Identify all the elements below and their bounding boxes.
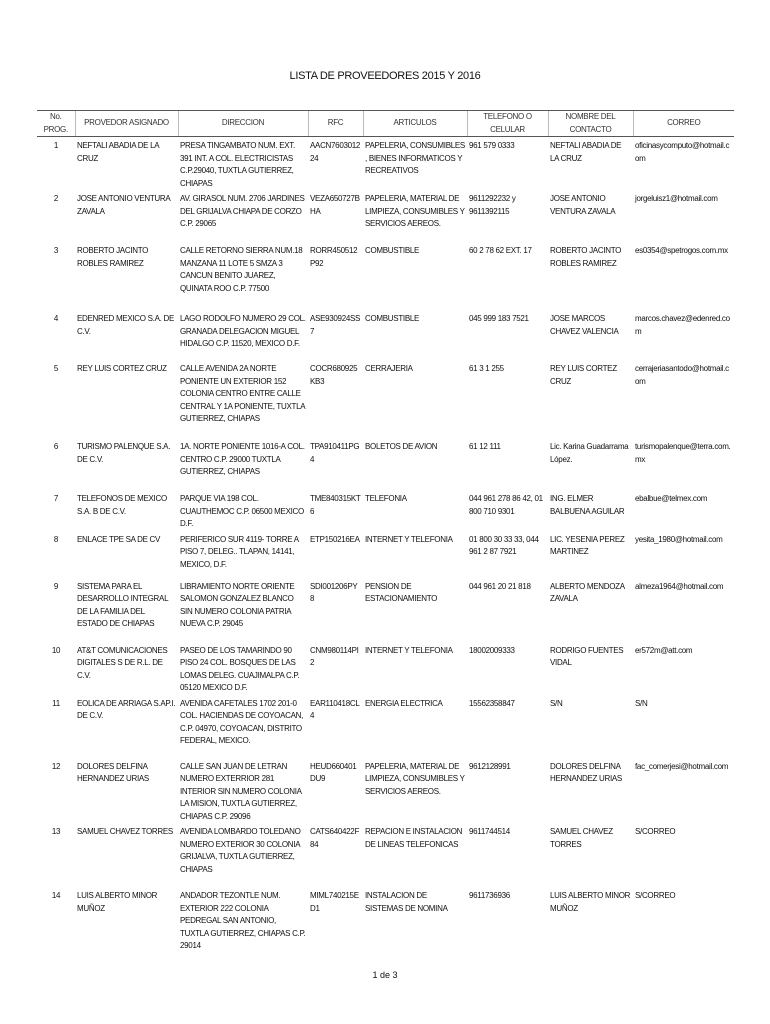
cell-no-prog: 4 [53,314,59,323]
cell-rfc: HEUD660401DU9 [310,761,357,783]
cell-no-prog: 2 [53,194,59,203]
cell-rfc: ETP150216EA [310,534,360,544]
header-no-prog: No. PROG. [37,111,75,137]
cell-contacto: RODRIGO FUENTES VIDAL [550,645,624,667]
cell-direccion: CALLE SAN JUAN DE LETRAN NUMERO EXTERRIOR 281 INTERIOR SIN NUMERO COLONIA LA MISION, TUXTLA GUTIERREZ, CHIAPAS C.P. 29096 [180,761,302,821]
cell-articulos: INTERNET Y TELEFONIA [365,534,453,544]
cell-rfc: AACN760301224 [310,141,361,163]
cell-correo: S/CORREO [635,891,676,900]
cell-contacto: REY LUIS CORTEZ CRUZ [550,364,617,386]
cell-contacto: ING. ELMER BALBUENA AGUILAR [550,494,625,516]
cell-correo: almeza1964@hotmail.com [635,581,724,591]
cell-proveedor: DOLORES DELFINA HERNANDEZ URIAS [77,761,149,783]
cell-no-prog: 5 [53,364,59,373]
cell-articulos: INTERNET Y TELEFONIA [365,645,453,655]
table-row [37,887,734,953]
cell-correo: yesita_1980@hotmail.com [635,534,723,544]
header-correo: CORREO [633,111,734,137]
cell-telefono: 9611744514 [469,827,510,836]
cell-contacto: JOSE MARCOS CHAVEZ VALENCIA [550,314,619,336]
cell-telefono: 61 3 1 255 [469,364,504,373]
cell-articulos: TELEFONIA [365,494,407,503]
cell-no-prog: 10 [51,645,61,655]
cell-telefono: 60 2 78 62 EXT. 17 [469,246,532,255]
cell-no-prog: 3 [53,246,59,255]
cell-correo: S/N [635,698,648,708]
document-title: LISTA DE PROVEEDORES 2015 Y 2016 [289,70,481,82]
table-row [37,578,734,642]
cell-direccion: LAGO RODOLFO NUMERO 29 COL. GRANADA DELEGACION MIGUEL HIDALGO C.P. 11520, MEXICO D.F. [180,314,306,348]
cell-proveedor: ROBERTO JACINTO ROBLES RAMIREZ [77,246,149,268]
cell-articulos: PENSION DE ESTACIONAMIENTO [365,581,438,603]
table-row [37,758,734,824]
cell-telefono: 15562358847 [469,698,515,708]
cell-rfc: COCR680925KB3 [310,364,358,386]
cell-correo: es0354@spetrogos.com.mx [635,246,728,255]
table-row [37,695,734,758]
cell-proveedor: EDENRED MEXICO S.A. DE C.V. [77,314,174,336]
cell-articulos: REPACION E INSTALACION DE LINEAS TELEFONICAS [365,827,463,849]
cell-articulos: PAPELERIA, CONSUMIBLES , BIENES INFORMATICOS Y RECREATIVOS [365,141,465,175]
cell-correo: ebalbue@telmex.com [635,494,708,503]
cell-telefono: 9611292232 y 9611392115 [469,194,516,216]
header-rfc: RFC [308,111,363,137]
cell-proveedor: ENLACE TPE SA DE CV [77,534,161,544]
cell-rfc: CATS640422F84 [310,827,360,849]
cell-direccion: AVENIDA CAFETALES 1702 201-0 COL. HACIENDAS DE COYOACAN, C.P. 04970, COYOACAN, DISTRITO FEDERAL, MEXICO. [180,698,304,745]
cell-direccion: CALLE RETORNO SIERRA NUM.18 MANZANA 11 LOTE 5 SMZA 3 CANCUN BENITO JUAREZ, QUINATA ROO C.P. 77500 [180,246,303,293]
cell-articulos: PAPELERIA, MATERIAL DE LIMPIEZA, CONSUMIBLES Y SERVICIOS AEREOS. [365,194,465,228]
table-row [37,438,734,490]
table-row [37,823,734,887]
cell-correo: turismopalenque@terra.com.mx [635,442,731,464]
cell-proveedor: TELEFONOS DE MEXICO S.A. B DE C.V. [77,494,167,516]
cell-telefono: 9612128991 [469,761,511,771]
table-row [37,490,734,531]
cell-proveedor: SISTEMA PARA EL DESARROLLO INTEGRAL DE LA FAMILIA DEL ESTADO DE CHIAPAS [77,581,168,628]
cell-contacto: NEFTALI ABADIA DE LA CRUZ [550,141,622,163]
cell-correo: oficinasycomputo@hotmail.com [635,141,730,163]
cell-articulos: COMBUSTIBLE [365,314,420,323]
cell-proveedor: NEFTALI ABADIA DE LA CRUZ [77,141,159,163]
suppliers-table [37,110,734,953]
cell-contacto: ROBERTO JACINTO ROBLES RAMIREZ [550,246,622,268]
cell-direccion: AV. GIRASOL NUM. 2706 JARDINES DEL GRIJALVA CHIAPA DE CORZO C.P. 29065 [180,194,305,228]
cell-direccion: AVENIDA LOMBARDO TOLEDANO NUMERO EXTERIOR 30 COLONIA GRIJALVA, TUXTLA GUTIERREZ, CHIAPAS [180,827,301,874]
cell-telefono: 044 961 20 21 818 [469,581,531,591]
cell-telefono: 61 12 111 [469,442,501,451]
cell-no-prog: 11 [52,698,60,708]
cell-proveedor: TURISMO PALENQUE S.A. DE C.V. [77,442,171,464]
cell-telefono: 18002009333 [469,645,515,655]
cell-no-prog: 1 [53,141,59,150]
header-direccion: DIRECCION [178,111,308,137]
cell-no-prog: 7 [53,494,59,503]
header-proveedor: PROVEDOR ASIGNADO [75,111,178,137]
cell-correo: cerrajeriasantodo@hotmail.com [635,364,729,386]
cell-correo: er572m@att.com [635,645,693,655]
cell-articulos: ENERGIA ELECTRICA [365,698,443,708]
cell-correo: fac_comerjesi@hotmail.com [635,761,729,771]
cell-direccion: LIBRAMIENTO NORTE ORIENTE SALOMON GONZALEZ BLANCO SIN NUMERO COLONIA PATRIA NUEVA C.P. 29045 [180,581,295,628]
cell-proveedor: SAMUEL CHAVEZ TORRES [77,827,173,836]
cell-no-prog: 9 [53,581,59,591]
cell-contacto: LIC. YESENIA PEREZ MARTINEZ [550,534,625,556]
cell-no-prog: 8 [53,534,59,544]
cell-direccion: PASEO DE LOS TAMARINDO 90 PISO 24 COL. BOSQUES DE LAS LOMAS DELEG. CUAJIMALPA C.P. 05120 MEXICO D.F. [180,645,300,692]
cell-articulos: PAPELERIA, MATERIAL DE LIMPIEZA, CONSUMIBLES Y SERVICIOS AEREOS. [365,761,465,796]
cell-telefono: 01 800 30 33 33, 044 961 2 87 7921 [469,534,539,556]
cell-telefono: 045 999 183 7521 [469,314,529,323]
cell-rfc: RORR450512P92 [310,246,358,268]
table-row [37,310,734,360]
cell-contacto: DOLORES DELFINA HERNANDEZ URIAS [550,761,622,783]
cell-direccion: PERIFERICO SUR 4119- TORRE A PISO 7, DELEG.. TLAPAN, 14141, MEXICO, D.F. [180,534,299,569]
table-header-row [37,111,734,137]
cell-rfc: EAR110418CL4 [310,698,360,720]
cell-direccion: ANDADOR TEZONTLE NUM. EXTERIOR 222 COLONIA PEDREGAL SAN ANTONIO, TUXTLA GUTIERREZ, CHIAPAS C.P. 29014 [180,891,306,950]
cell-no-prog: 14 [51,891,61,900]
cell-contacto: LUIS ALBERTO MINOR MUÑOZ [550,891,631,913]
cell-proveedor: LUIS ALBERTO MINOR MUÑOZ [77,891,158,913]
table-row [37,642,734,695]
cell-rfc: TME840315KT6 [310,494,361,516]
cell-contacto: SAMUEL CHAVEZ TORRES [550,827,613,849]
cell-contacto: Lic. Karina Guadarrama López. [550,442,629,464]
cell-rfc: VEZA650727BHA [310,194,360,216]
table-row [37,360,734,438]
cell-articulos: BOLETOS DE AVION [365,442,438,451]
cell-proveedor: REY LUIS CORTEZ CRUZ [77,364,167,373]
cell-articulos: INSTALACION DE SISTEMAS DE NOMINA [365,891,448,913]
cell-direccion: CALLE AVENIDA 2A NORTE PONIENTE UN EXTERIOR 152 COLONIA CENTRO ENTRE CALLE CENTRAL Y 1A PONIENTE, TUXTLA GUTIERREZ, CHIAPAS [180,364,305,423]
table-row [37,137,734,191]
cell-no-prog: 6 [53,442,59,451]
page-number: 1 de 3 [372,970,398,980]
cell-direccion: PRESA TINGAMBATO NUM. EXT. 391 INT. A COL. ELECTRICISTAS C.P.29040, TUXTLA GUTIERREZ, CHIAPAS [180,141,295,188]
header-telefono: TELEFONO O CELULAR [467,111,548,137]
cell-articulos: COMBUSTIBLE [365,246,420,255]
table-row [37,531,734,578]
table-row [37,190,734,242]
cell-rfc: SDI001206PY8 [310,581,358,603]
table-row [37,242,734,310]
header-articulos: ARTICULOS [363,111,467,137]
cell-no-prog: 13 [51,827,61,836]
cell-telefono: 961 579 0333 [469,141,515,150]
cell-rfc: TPA910411PG4 [310,442,360,464]
cell-contacto: ALBERTO MENDOZA ZAVALA [550,581,625,603]
cell-direccion: 1A. NORTE PONIENTE 1016-A COL. CENTRO C.P. 29000 TUXTLA GUTIERREZ, CHIAPAS [180,442,305,476]
header-contacto: NOMBRE DEL CONTACTO [548,111,633,137]
cell-articulos: CERRAJERIA [365,364,413,373]
cell-rfc: MIML740215ED1 [310,891,359,913]
cell-telefono: 9611736936 [469,891,510,900]
cell-direccion: PARQUE VIA 198 COL. CUAUTHEMOC C.P. 06500 MEXICO D.F. [180,494,304,528]
cell-rfc: ASE930924SS7 [310,314,361,336]
cell-no-prog: 12 [51,761,61,771]
cell-proveedor: JOSE ANTONIO VENTURA ZAVALA [77,194,170,216]
cell-proveedor: AT&T COMUNICACIONES DIGITALES S DE R.L. DE C.V. [77,645,168,680]
cell-correo: S/CORREO [635,827,676,836]
cell-correo: jorgeluisz1@hotmail.com [635,194,718,203]
cell-contacto: JOSE ANTONIO VENTURA ZAVALA [550,194,616,216]
cell-correo: marcos.chavez@edenred.com [635,314,730,336]
cell-contacto: S/N [550,698,563,708]
cell-rfc: CNM980114PI2 [310,645,359,667]
cell-proveedor: EOLICA DE ARRIAGA S.AP.I. DE C.V. [77,698,176,720]
cell-telefono: 044 961 278 86 42, 01 800 710 9301 [469,494,543,516]
